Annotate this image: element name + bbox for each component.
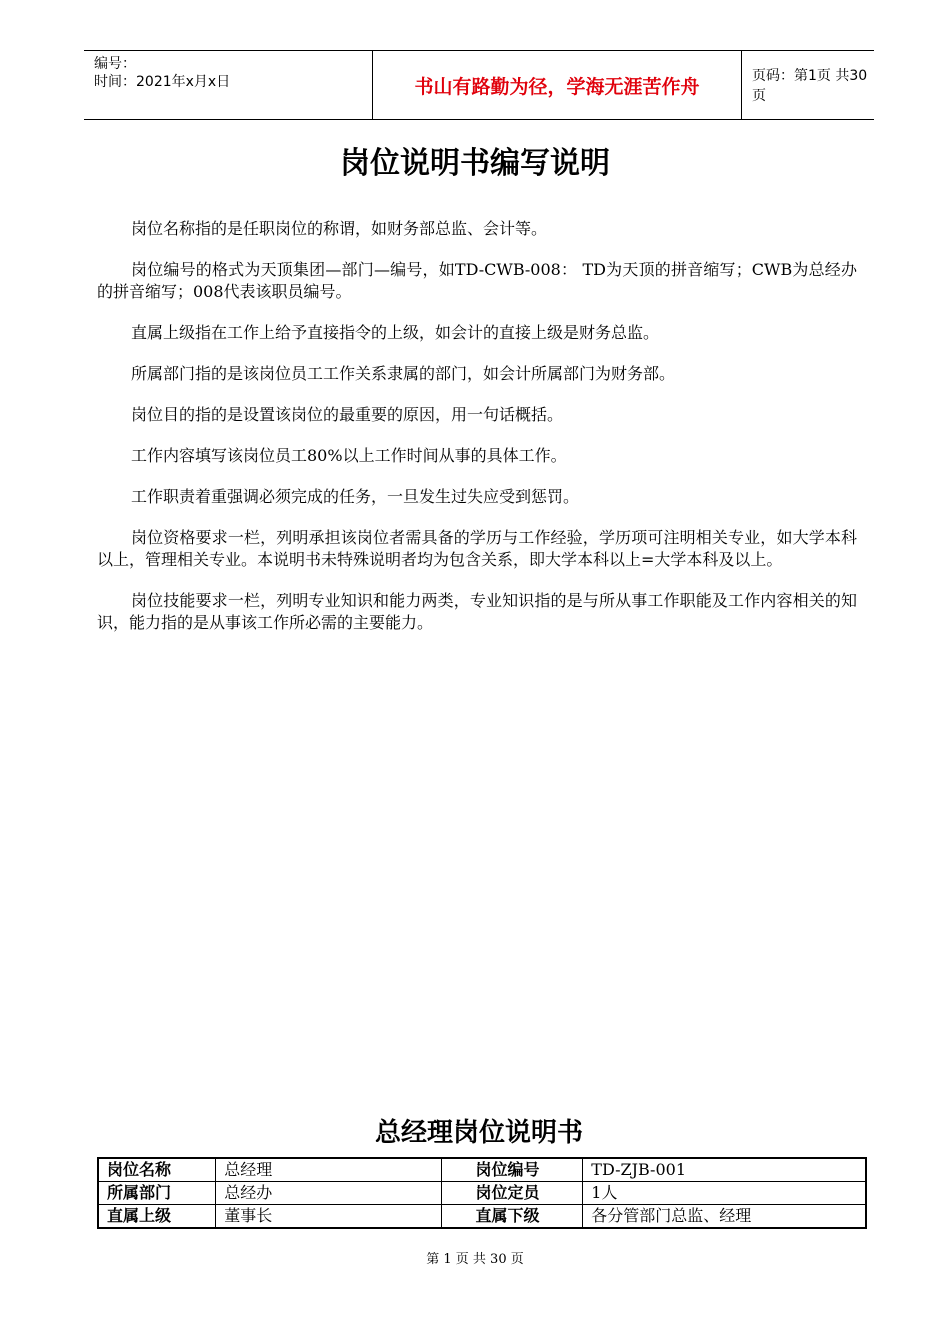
- paragraph: 岗位资格要求一栏，列明承担该岗位者需具备的学历与工作经验，学历项可注明相关专业，如大学本科以上，管理相关专业。本说明书未特殊说明者均为包含关系，即大学本科以上=大学本科及以上。: [97, 528, 857, 569]
- table-label: 直属下级: [441, 1205, 583, 1229]
- paragraph: 岗位名称指的是任职岗位的称谓，如财务部总监、会计等。: [131, 219, 548, 238]
- table-label: 岗位定员: [441, 1182, 583, 1205]
- table-label: 岗位编号: [441, 1158, 583, 1182]
- table-value: 总经理: [216, 1158, 441, 1182]
- paragraph: 岗位编号的格式为天顶集团—部门—编号，如TD-CWB-008： TD为天顶的拼音缩写；CWB为总经办的拼音缩写；008代表该职员编号。: [97, 260, 857, 301]
- document-title: 岗位说明书编写说明: [340, 146, 610, 181]
- section-title: 总经理岗位说明书: [374, 1118, 583, 1148]
- table-value: 1人: [583, 1182, 866, 1205]
- page-footer: 第 1 页 共 30 页: [426, 1252, 524, 1267]
- table-value: 董事长: [216, 1205, 441, 1229]
- paragraph: 所属部门指的是该岗位员工工作关系隶属的部门，如会计所属部门为财务部。: [131, 364, 676, 383]
- instructions-body: [97, 218, 857, 653]
- header-motto: 书山有路勤为径，学海无涯苦作舟: [372, 51, 742, 119]
- table-row: [98, 1158, 866, 1182]
- paragraph: 工作职责着重强调必须完成的任务，一旦发生过失应受到惩罚。: [131, 487, 580, 506]
- table-row: [98, 1205, 866, 1229]
- table-value: 各分管部门总监、经理: [583, 1205, 866, 1229]
- paragraph: 直属上级指在工作上给予直接指令的上级，如会计的直接上级是财务总监。: [131, 323, 660, 342]
- document-time: 时间：2021年x月x日: [94, 74, 231, 90]
- page-header: [84, 50, 874, 120]
- table-value: TD-ZJB-001: [583, 1158, 866, 1182]
- job-info-table: [97, 1157, 867, 1229]
- header-meta: [94, 55, 284, 91]
- table-label: 岗位名称: [98, 1158, 216, 1182]
- table-row: [98, 1182, 866, 1205]
- paragraph: 岗位技能要求一栏，列明专业知识和能力两类，专业知识指的是与所从事工作职能及工作内容相关的知识，能力指的是从事该工作所必需的主要能力。: [97, 591, 857, 632]
- paragraph: 工作内容填写该岗位员工80%以上工作时间从事的具体工作。: [131, 446, 567, 465]
- header-page-info: 页码：第1页 共30页: [752, 68, 868, 104]
- table-value: 总经办: [216, 1182, 441, 1205]
- paragraph: 岗位目的指的是设置该岗位的最重要的原因，用一句话概括。: [131, 405, 564, 424]
- table-label: 所属部门: [98, 1182, 216, 1205]
- document-number-label: 编号：: [94, 56, 136, 72]
- table-label: 直属上级: [98, 1205, 216, 1229]
